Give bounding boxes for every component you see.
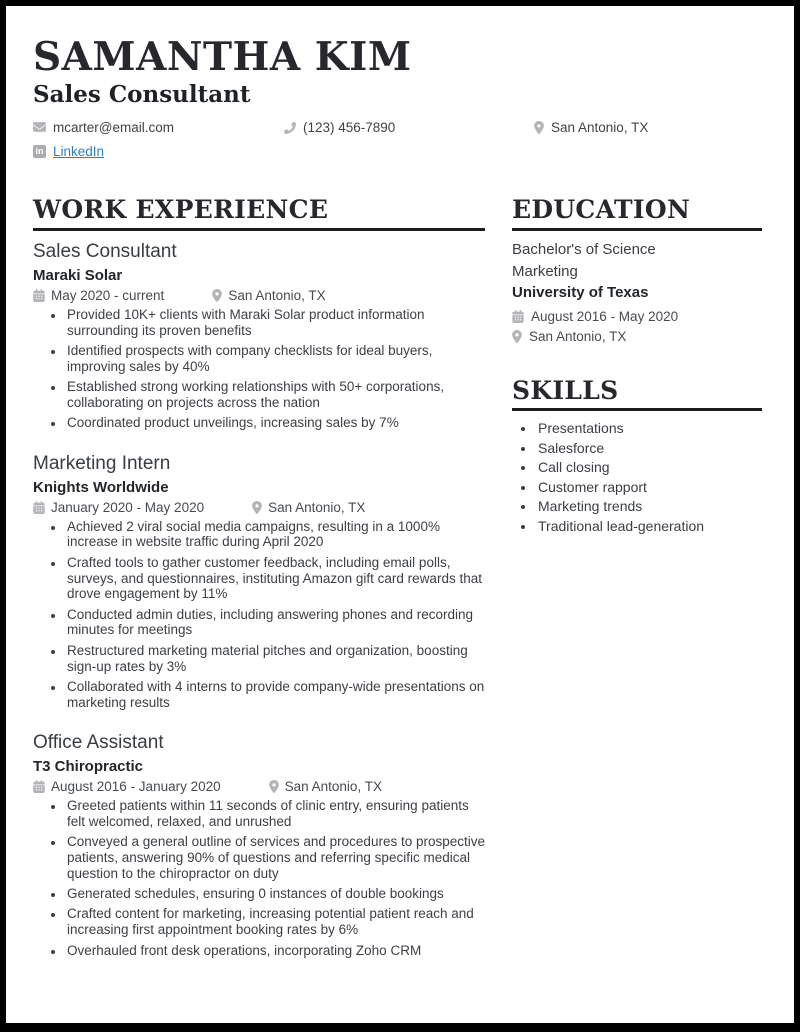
contact-linkedin xyxy=(33,144,104,159)
job-title: Office Assistant xyxy=(33,732,164,754)
calendar-icon xyxy=(33,780,45,793)
skills-section xyxy=(512,377,762,537)
job-location xyxy=(269,779,382,794)
linkedin-link[interactable]: LinkedIn xyxy=(53,144,105,160)
job-bullet: • Greeted patients within 11 seconds of clinic entry, ensuring patients felt welcomed, relaxed, and unrushed xyxy=(65,798,485,830)
job-bullet-list xyxy=(33,307,485,431)
work-experience-heading: WORK EXPERIENCE xyxy=(33,196,485,231)
job-dates-text: May 2020 - current xyxy=(51,287,165,303)
contact-row-1 xyxy=(33,120,762,135)
job-bullet: • Identified prospects with company checklists for ideal buyers, improving sales by 40% xyxy=(65,343,485,375)
job-entry xyxy=(33,452,485,711)
skill-item: • Salesforce xyxy=(536,439,762,459)
contact-location xyxy=(534,120,648,135)
job-location-text: San Antonio, TX xyxy=(284,779,382,795)
job-bullet: • Coordinated product unveilings, increasing sales by 7% xyxy=(65,415,485,431)
education-school: University of Texas xyxy=(512,284,649,302)
email-icon xyxy=(33,122,46,133)
right-column xyxy=(512,196,762,963)
education-section xyxy=(512,196,762,343)
linkedin-icon: in xyxy=(33,145,46,158)
job-meta xyxy=(33,779,485,794)
job-location-text: San Antonio, TX xyxy=(268,499,366,515)
contact-info xyxy=(33,120,762,159)
job-bullet: • Provided 10K+ clients with Maraki Solar product information surrounding its proven benefits xyxy=(65,307,485,339)
job-bullet: • Overhauled front desk operations, incorporating Zoho CRM xyxy=(65,943,485,959)
education-entry xyxy=(512,239,762,344)
job-dates xyxy=(33,779,221,794)
person-job-title: Sales Consultant xyxy=(33,80,251,108)
calendar-icon xyxy=(33,289,45,302)
education-dates xyxy=(512,309,762,324)
job-location xyxy=(252,500,365,515)
job-bullet: • Conveyed a general outline of services and procedures to prospective patients, answering 90% of questions and referring specific medical question to the chiropractor on duty xyxy=(65,834,485,881)
skill-item: • Presentations xyxy=(536,419,762,439)
job-entry xyxy=(33,240,485,431)
job-meta xyxy=(33,500,485,515)
job-bullet: • Generated schedules, ensuring 0 instances of double bookings xyxy=(65,886,485,902)
calendar-icon xyxy=(512,310,524,323)
job-title: Marketing Intern xyxy=(33,452,171,474)
calendar-icon xyxy=(33,501,45,514)
job-entry xyxy=(33,731,485,958)
skills-list xyxy=(512,419,762,536)
job-dates xyxy=(33,288,164,303)
contact-row-2 xyxy=(33,144,762,159)
job-bullet: • Restructured marketing material pitches and organization, boosting sign-up rates by 3% xyxy=(65,643,485,675)
job-company: Knights Worldwide xyxy=(33,478,169,496)
skill-item: • Call closing xyxy=(536,458,762,478)
education-degree: Bachelor's of Science xyxy=(512,241,656,259)
job-bullet-list xyxy=(33,798,485,958)
location-pin-icon xyxy=(534,121,544,134)
phone-icon xyxy=(284,122,296,134)
skill-item: • Traditional lead-generation xyxy=(536,517,762,537)
job-title: Sales Consultant xyxy=(33,241,177,263)
email-text: mcarter@email.com xyxy=(53,120,174,136)
person-name: SAMANTHA KIM xyxy=(33,34,412,80)
job-bullet: • Crafted tools to gather customer feedback, including email polls, surveys, and questionnaires, instituting Amazon gift card rewards that drove engagement by 11% xyxy=(65,555,485,602)
location-pin-icon xyxy=(252,501,262,514)
job-bullet: • Established strong working relationships with 50+ corporations, collaborating on projects across the nation xyxy=(65,379,485,411)
skills-heading: SKILLS xyxy=(512,377,762,412)
location-pin-icon xyxy=(269,780,279,793)
job-dates xyxy=(33,500,204,515)
job-bullet: • Crafted content for marketing, increasing potential patient reach and increasing first appointment booking rates by 6% xyxy=(65,906,485,938)
resume-header xyxy=(33,36,762,159)
education-field: Marketing xyxy=(512,262,578,280)
resume-body xyxy=(33,196,762,963)
job-meta xyxy=(33,288,485,303)
job-location-text: San Antonio, TX xyxy=(228,287,326,303)
contact-email xyxy=(33,120,284,135)
location-pin-icon xyxy=(512,330,522,343)
job-bullet: • Collaborated with 4 interns to provide company-wide presentations on marketing results xyxy=(65,679,485,711)
job-location xyxy=(212,288,325,303)
phone-text: (123) 456-7890 xyxy=(303,120,396,136)
job-bullet: • Achieved 2 viral social media campaigns, resulting in a 1000% increase in website traffic during April 2020 xyxy=(65,519,485,551)
job-bullet: • Conducted admin duties, including answering phones and recording minutes for meetings xyxy=(65,607,485,639)
education-location-text: San Antonio, TX xyxy=(529,328,627,344)
skill-item: • Customer rapport xyxy=(536,478,762,498)
work-experience-section xyxy=(33,196,485,963)
education-heading: EDUCATION xyxy=(512,196,762,231)
location-pin-icon xyxy=(212,289,222,302)
location-text: San Antonio, TX xyxy=(551,120,649,136)
contact-phone xyxy=(284,120,534,135)
job-company: T3 Chiropractic xyxy=(33,758,144,776)
education-location xyxy=(512,329,762,344)
skill-item: • Marketing trends xyxy=(536,497,762,517)
job-bullet-list xyxy=(33,519,485,711)
education-dates-text: August 2016 - May 2020 xyxy=(531,308,679,324)
job-company: Maraki Solar xyxy=(33,266,123,284)
job-dates-text: August 2016 - January 2020 xyxy=(51,779,221,795)
job-dates-text: January 2020 - May 2020 xyxy=(51,499,205,515)
